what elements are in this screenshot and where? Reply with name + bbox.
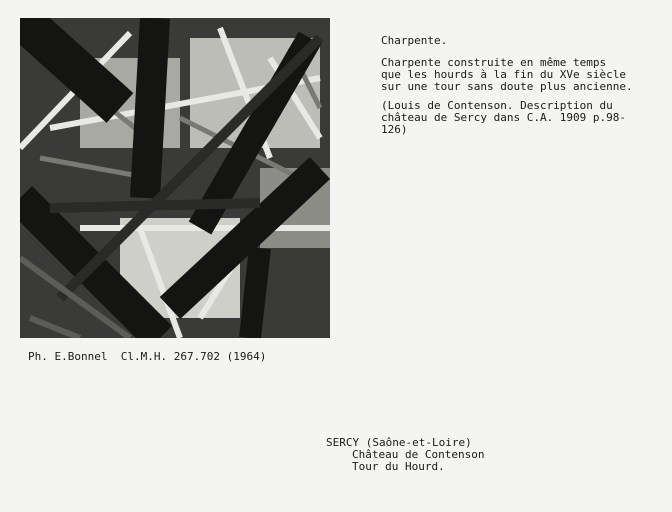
- caption-title: Charpente.: [381, 34, 448, 47]
- bibliographic-reference: [381, 100, 626, 136]
- location-building: Château de Contenson: [352, 448, 485, 461]
- description-line: Charpente construite en même temps: [381, 56, 607, 69]
- location-block: [326, 437, 484, 473]
- description-line: que les hourds à la fin du XVe siècle: [381, 68, 627, 81]
- location-town: SERCY (Saône-et-Loire): [326, 436, 472, 449]
- caption-description: [381, 57, 633, 93]
- location-part: Tour du Hourd.: [352, 460, 445, 473]
- reference-line: (Louis de Contenson. Description du: [381, 99, 613, 112]
- roof-framework-photo: [20, 18, 330, 338]
- photo-credit: Ph. E.Bonnel Cl.M.H. 267.702 (1964): [28, 350, 267, 363]
- description-line: sur une tour sans doute plus ancienne.: [381, 80, 633, 93]
- reference-line: château de Sercy dans C.A. 1909 p.98-: [381, 111, 627, 124]
- timber-framework-image: [20, 18, 330, 338]
- reference-line: 126): [381, 123, 408, 136]
